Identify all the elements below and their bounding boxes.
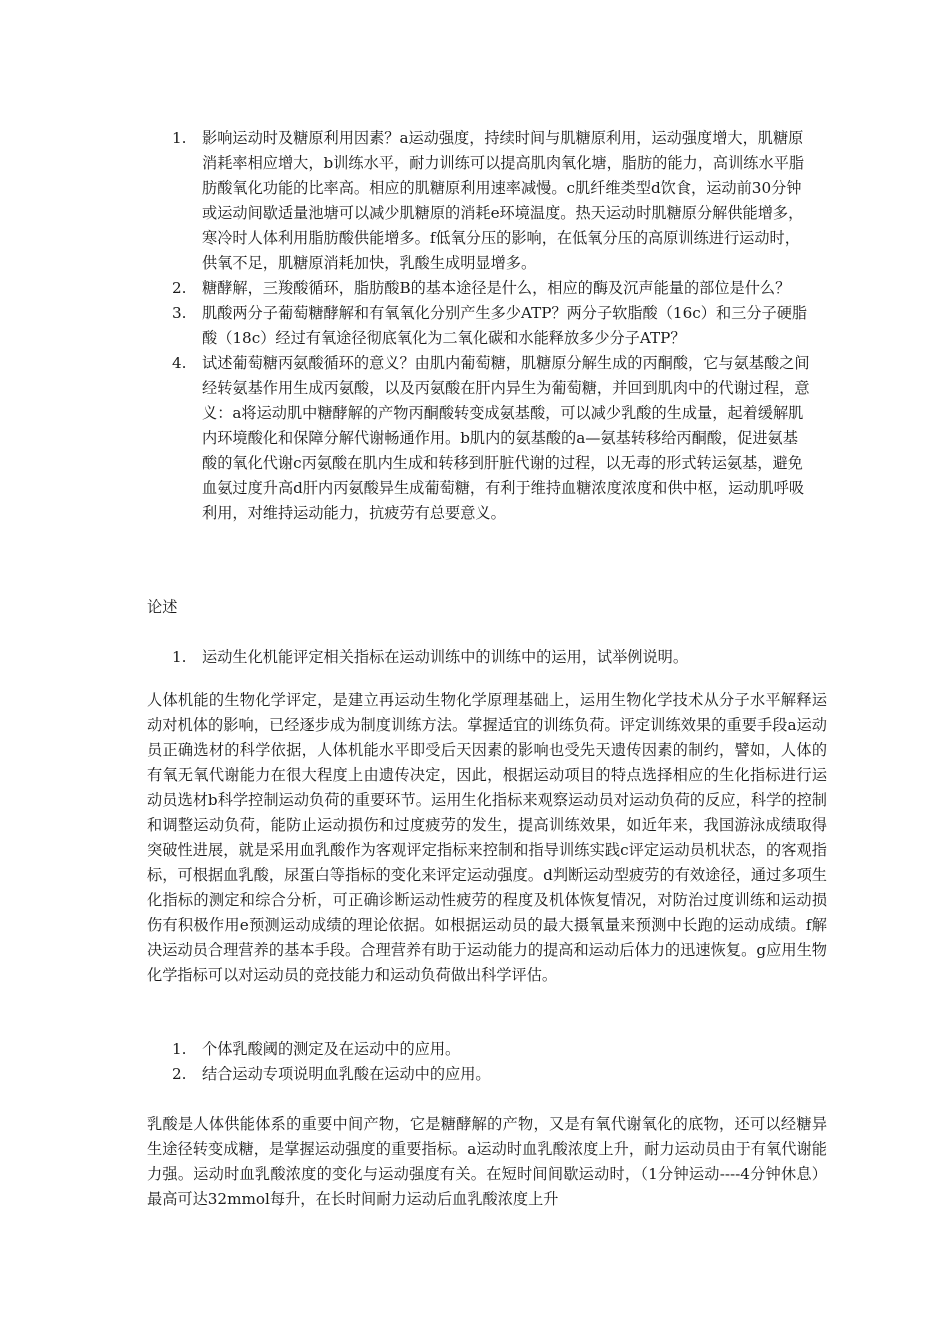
list-item [0, 1037, 950, 1062]
list-number: 1. [172, 129, 187, 147]
list-text: 个体乳酸阈的测定及在运动中的应用。 [202, 1040, 461, 1058]
section-heading: 论述 [147, 598, 178, 616]
essay-question-list [0, 1037, 950, 1087]
list-text: 试述葡萄糖丙氨酸循环的意义？由肌内葡萄糖，肌糖原分解生成的丙酮酸，它与氨基酸之间经转氨基作用生成丙氨酸，以及丙氨酸在肝内异生为葡萄糖，并回到肌肉中的代谢过程，意义：a将运动肌中糖酵解的产物丙酮酸转变成氨基酸，可以减少乳酸的生成量，起着缓解肌内环境酸化和保障分解代谢畅通作用。b肌内的氨基酸的a—氨基转移给丙酮酸，促进氨基酸的氧化代谢c丙氨酸在肌内生成和转移到肝脏代谢的过程，以无毒的形式转运氨基，避免血氨过度升高d肝内丙氨酸异生成葡萄糖，有利于维持血糖浓度浓度和供中枢，运动肌呼吸利用，对维持运动能力，抗疲劳有总要意义。 [202, 354, 810, 522]
list-item [0, 645, 950, 670]
list-text: 影响运动时及糖原利用因素？a运动强度，持续时间与肌糖原利用，运动强度增大，肌糖原消耗率相应增大，b训练水平，耐力训练可以提高肌肉氧化塘，脂肪的能力，高训练水平脂肪酸氧化功能的比率高。相应的肌糖原利用速率减慢。c肌纤维类型d饮食，运动前30分钟或运动间歇适量池塘可以减少肌糖原的消耗e环境温度。热天运动时肌糖原分解供能增多，寒冷时人体利用脂肪酸供能增多。f低氧分压的影响，在低氧分压的高原训练进行运动时，供氧不足，肌糖原消耗加快，乳酸生成明显增多。 [202, 129, 805, 272]
list-number: 1. [172, 648, 187, 666]
list-text: 结合运动专项说明血乳酸在运动中的应用。 [202, 1065, 491, 1083]
list-number: 4. [172, 354, 187, 372]
list-text: 糖酵解，三羧酸循环，脂肪酸B的基本途径是什么，相应的酶及沉声能量的部位是什么？ [202, 279, 791, 297]
list-item [0, 126, 950, 276]
answer-paragraph: 乳酸是人体供能体系的重要中间产物，它是糖酵解的产物，又是有氧代谢氧化的底物，还可以经糖异生途径转变成糖，是掌握运动强度的重要指标。a运动时血乳酸浓度上升，耐力运动员由于有氧代谢能力强。运动时血乳酸浓度的变化与运动强度有关。在短时间间歇运动时，（1分钟运动----4分钟休息）最高可达32mmol每升，在长时间耐力运动后血乳酸浓度上升 [147, 1115, 827, 1208]
list-item [0, 1062, 950, 1087]
list-item [0, 276, 950, 301]
essay-question-list [0, 645, 950, 670]
list-item [0, 351, 950, 526]
list-number: 2. [172, 1065, 187, 1083]
answer-paragraph: 人体机能的生物化学评定，是建立再运动生物化学原理基础上，运用生物化学技术从分子水平解释运动对机体的影响，已经逐步成为制度训练方法。掌握适宜的训练负荷。评定训练效果的重要手段a运动员正确选材的科学依据，人体机能水平即受后天因素的影响也受先天遗传因素的制约，譬如，人体的有氧无氧代谢能力在很大程度上由遗传决定，因此，根据运动项目的特点选择相应的生化指标进行运动员选材b科学控制运动负荷的重要环节。运用生化指标来观察运动员对运动负荷的反应，科学的控制和调整运动负荷，能防止运动损伤和过度疲劳的发生，提高训练效果，如近年来，我国游泳成绩取得突破性进展，就是采用血乳酸作为客观评定指标来控制和指导训练实践c评定运动员机状态，的客观指标，可根据血乳酸，尿蛋白等指标的变化来评定运动强度。d判断运动型疲劳的有效途径，通过多项生化指标的测定和综合分析，可正确诊断运动性疲劳的程度及机体恢复情况，对防治过度训练和运动损伤有积极作用e预测运动成绩的理论依据。如根据运动员的最大摄氧量来预测中长跑的运动成绩。f解决运动员合理营养的基本手段。合理营养有助于运动能力的提高和运动后体力的迅速恢复。g应用生物化学指标可以对运动员的竞技能力和运动负荷做出科学评估。 [147, 691, 827, 984]
list-number: 2. [172, 279, 187, 297]
question-list [0, 126, 950, 526]
list-item [0, 301, 950, 351]
list-text: 肌酸两分子葡萄糖酵解和有氧氧化分别产生多少ATP？两分子软脂酸（16c）和三分子硬脂酸（18c）经过有氧途径彻底氧化为二氧化碳和水能释放多少分子ATP？ [202, 304, 808, 347]
list-number: 1. [172, 1040, 187, 1058]
list-number: 3. [172, 304, 187, 322]
list-text: 运动生化机能评定相关指标在运动训练中的训练中的运用，试举例说明。 [202, 648, 688, 666]
